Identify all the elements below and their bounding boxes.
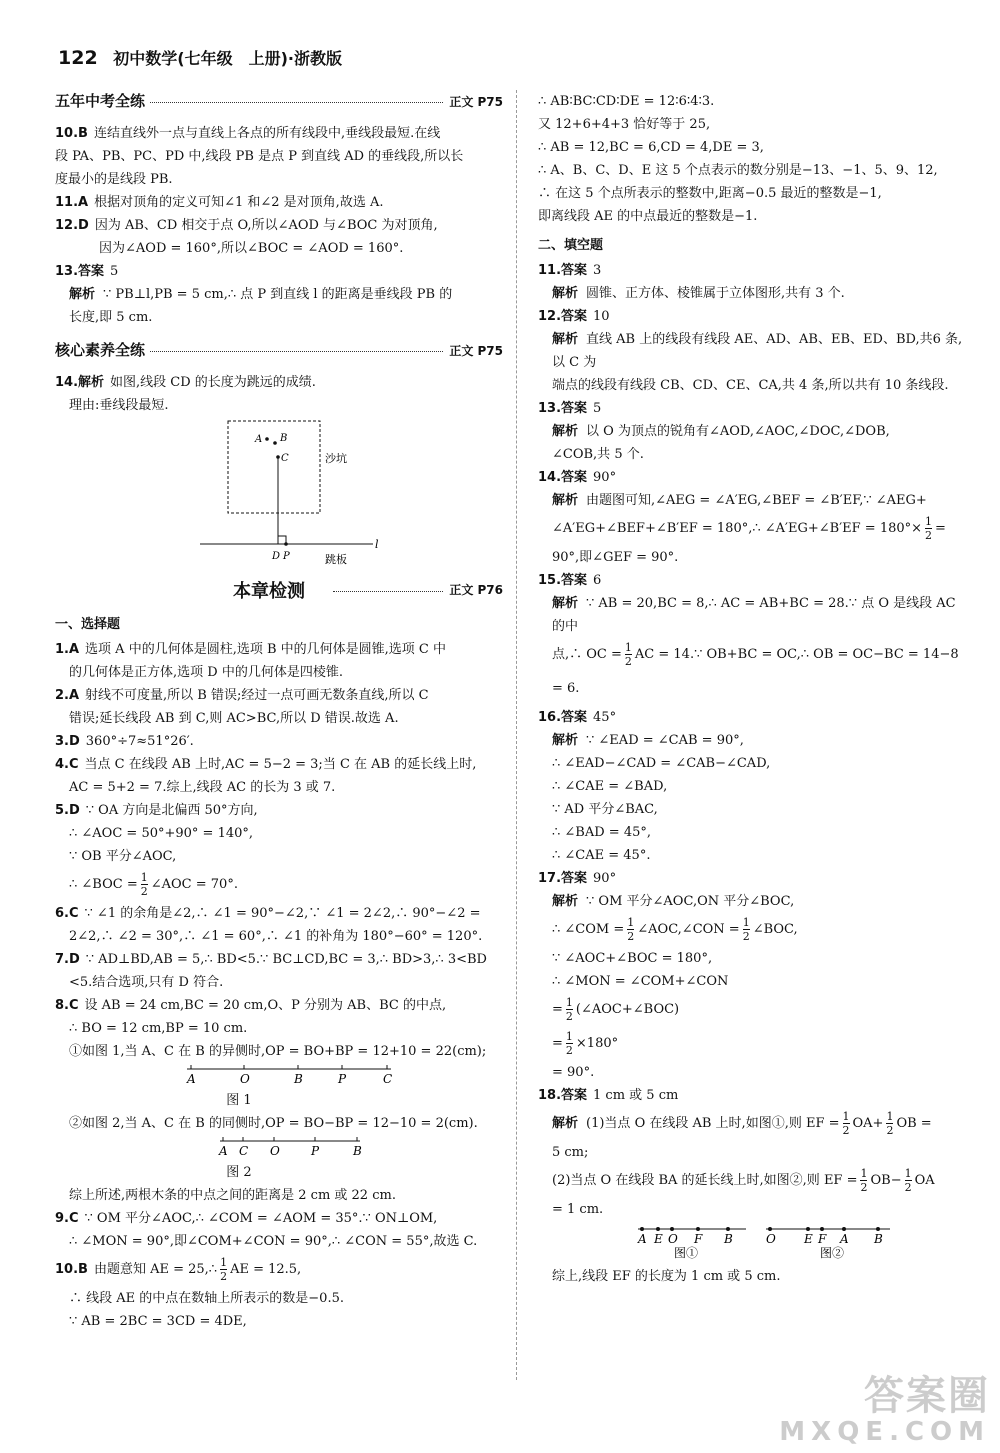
label-b: B	[874, 1232, 883, 1246]
left-column	[55, 90, 503, 1333]
point-o	[768, 1227, 772, 1231]
label-a: A	[638, 1232, 647, 1246]
right-column	[538, 90, 970, 1288]
label-o: O	[766, 1232, 776, 1246]
answer-c8: 8.C 设 AB = 24 cm,BC = 20 cm,O、P 分别为 AB、BC 的中点, ∴ BO = 12 cm,BP = 10 cm. ①如图 1,当 A、C 在 B 的异侧时,OP = BO+BP = 12+10 = 22(cm); A O B P C 图 1 ②如图 2,当 A、C 在 B 的同侧时,OP = BO−BP = 12−10 = 2(cm). A C O P B 图 2 综上所述,两根木条的中点之间的距离是 2 cm 或 22 cm.	[55, 994, 503, 1207]
label-b: B	[280, 433, 288, 444]
label-b: B	[724, 1232, 733, 1246]
label-e: E	[804, 1232, 813, 1246]
figure-1-number-line	[55, 1063, 503, 1085]
label-a: A	[219, 1144, 228, 1157]
answer-c10: 10.B 由题意知 AE = 25,∴ $\frac{1}{2}$ AE = 12.5, ∴ 线段 AE 的中点在数轴上所表示的数是−0.5. ∵ AB = 2BC = 3CD = 4DE,	[55, 1256, 344, 1329]
subheading-fill: 二、填空题	[538, 238, 604, 253]
point-e	[806, 1227, 810, 1231]
label-o: O	[240, 1072, 250, 1085]
point-b	[876, 1227, 880, 1231]
answer-f15: 15.答案 6 解析 ∵ AB = 20,BC = 8,∴ AC = AB+BC = 28.∵ 点 O 是线段 AC 的中 点,∴ OC = $\frac{1}{2}$ AC = 14.∵ OB+BC = OC,∴ OB = OC−BC = 14−8 = 6.	[538, 573, 959, 696]
figure-2-caption: 图 2	[226, 1165, 252, 1180]
label-b: B	[353, 1144, 362, 1157]
point-a	[640, 1227, 644, 1231]
label-c: C	[383, 1072, 393, 1085]
answer-c7: 7.D ∵ AD⊥BD,AB = 5,∴ BD<5.∵ BC⊥CD,BC = 3,∴ BD>3,∴ 3<BD <5.结合选项,只有 D 符合.	[55, 952, 487, 990]
long-jump-figure	[55, 417, 503, 567]
column-divider	[516, 90, 517, 1380]
answer-q13: 13.答案 5 解析 ∵ PB⊥l,PB = 5 cm,∴ 点 P 到直线 l 的距离是垂线段 PB 的 长度,即 5 cm.	[55, 264, 453, 325]
point-b	[726, 1227, 730, 1231]
answer-f17: 17.答案 90° 解析 ∵ OM 平分∠AOC,ON 平分∠BOC, ∴ ∠COM = $\frac{1}{2}$ ∠AOC,∠CON = $\frac{1}{2}$ ∠BOC, ∵ ∠AOC+∠BOC = 180°, ∴ ∠MON = ∠COM+∠CON = $\frac{1}{2}$ (∠AOC+∠BOC) = $\frac{1}{2}$ ×180° = 90°.	[538, 871, 798, 1080]
section-header: 五年中考全练 正文 P75	[55, 92, 503, 110]
label-c: C	[281, 453, 289, 464]
label-p: P	[283, 551, 290, 562]
label-l: l	[375, 538, 379, 551]
answer-c4: 4.C 当点 C 在线段 AB 上时,AC = 5−2 = 3;当 C 在 AB 的延长线上时, AC = 5+2 = 7.综上,线段 AC 的长为 3 或 7.	[55, 757, 477, 795]
figure-caption: 图②	[820, 1246, 845, 1260]
point-e	[656, 1227, 660, 1231]
label-o: O	[270, 1144, 280, 1157]
answer-f14: 14.答案 90° 解析 由题图可知,∠AEG = ∠A′EG,∠BEF = ∠B′EF,∵ ∠AEG+ ∠A′EG+∠BEF+∠B′EF = 180°,∴ ∠A′EG+∠B′EF = 180°× $\frac{1}{2}$ = 90°,即∠GEF = 90°.	[538, 470, 946, 565]
watermark: 答案圈 MXQE.COM	[779, 1373, 990, 1447]
label-p: P	[311, 1144, 320, 1157]
answer-q14: 14.解析 如图,线段 CD 的长度为跳远的成绩. 理由:垂线段最短.	[55, 375, 316, 413]
point-o	[670, 1227, 674, 1231]
answer-f18: 18.答案 1 cm 或 5 cm 解析 (1)当点 O 在线段 AB 上时,如图①,则 EF = $\frac{1}{2}$ OA+ $\frac{1}{2}$ OB = 5 cm; (2)当点 O 在线段 BA 的延长线上时,如图②,则 EF = $\frac{1}{2}$ OB− $\frac{1}{2}$ OA = 1 cm. A E O F B 图① O E F A B 图② 综上,线段 EF 的长度为 1 cm 或 5 cm.	[538, 1084, 970, 1288]
point-f	[820, 1227, 824, 1231]
answer-q12: 12.D 因为 AB、CD 相交于点 O,所以∠AOD 与∠BOC 为对顶角, 因为∠AOD = 160°,所以∠BOC = ∠AOD = 160°.	[55, 218, 438, 256]
label-d: D	[272, 551, 281, 562]
label-p: P	[338, 1072, 347, 1085]
label-sand-pit: 沙坑	[325, 452, 347, 465]
label-c: C	[239, 1144, 249, 1157]
answer-f16: 16.答案 45° 解析 ∵ ∠EAD = ∠CAB = 90°, ∴ ∠EAD−∠CAD = ∠CAB−∠CAD, ∴ ∠CAE = ∠BAD, ∵ AD 平分∠BAC, ∴ ∠BAD = 45°, ∴ ∠CAE = 45°.	[538, 710, 771, 863]
figure-2-number-line	[55, 1135, 503, 1157]
answer-c1: 1.A 选项 A 中的几何体是圆柱,选项 B 中的几何体是圆锥,选项 C 中 的几何体是正方体,选项 D 中的几何体是四棱锥.	[55, 642, 446, 680]
answer-f11: 11.答案 3 解析 圆锥、正方体、棱锥属于立体图形,共有 3 个.	[538, 263, 845, 301]
answer-f12: 12.答案 10 解析 直线 AB 上的线段有线段 AE、AD、AB、EB、ED、BD,共6 条,以 C 为 端点的线段有线段 CB、CD、CE、CA,共 4 条,所以共有 10 条线段.	[538, 309, 963, 393]
answer-c9: 9.C ∵ OM 平分∠AOC,∴ ∠COM = ∠AOM = 35°.∵ ON⊥OM, ∴ ∠MON = 90°,即∠COM+∠CON = 90°,∴ ∠CON = 55°,故选 C.	[55, 1211, 478, 1249]
label-a: A	[255, 434, 263, 445]
answer-c3: 3.D 360°÷7≈51°26′.	[55, 734, 194, 749]
label-a: A	[840, 1232, 849, 1246]
point-f	[696, 1227, 700, 1231]
label-a: A	[187, 1072, 196, 1085]
label-e: E	[654, 1232, 663, 1246]
answer-f13: 13.答案 5 解析 以 O 为顶点的锐角有∠AOD,∠AOC,∠DOC,∠DOB, ∠COB,共 5 个.	[538, 401, 890, 462]
page-number: 122	[58, 47, 98, 69]
figures-18	[538, 1221, 970, 1261]
long-jump-diagram	[55, 417, 503, 567]
label-f: F	[818, 1232, 827, 1246]
label-board: 跳板	[325, 553, 347, 566]
subheading-choice: 一、选择题	[55, 617, 121, 632]
book-title: 初中数学(七年级 上册)·浙教版	[113, 49, 342, 68]
figure-1-caption: 图 1	[226, 1093, 252, 1108]
page-header	[58, 46, 342, 69]
chapter-header: 本章检测 正文 P76	[233, 581, 503, 602]
section-header: 核心素养全练 正文 P75	[55, 341, 503, 359]
point-a	[842, 1227, 846, 1231]
answer-c6: 6.C ∵ ∠1 的余角是∠2,∴ ∠1 = 90°−∠2,∵ ∠1 = 2∠2,∴ 90°−∠2 = 2∠2,∴ ∠2 = 30°,∴ ∠1 = 60°,∴ ∠1 的补角为 180°−60° = 120°.	[55, 906, 483, 944]
answer-q10: 10.B 连结直线外一点与直线上各点的所有线段中,垂线段最短.在线 段 PA、PB、PC、PD 中,线段 PB 是点 P 到直线 AD 的垂线段,所以长 度最小的是线段 PB.	[55, 126, 464, 187]
answer-c5: 5.D ∵ OA 方向是北偏西 50°方向, ∴ ∠AOC = 50°+90° = 140°, ∵ OB 平分∠AOC, ∴ ∠BOC = $\frac{1}{2}$ ∠AOC = 70°.	[55, 803, 258, 898]
answer-q11: 11.A 根据对顶角的定义可知∠1 和∠2 是对顶角,故选 A.	[55, 195, 384, 210]
answer-c10-continued: ∴ AB∶BC∶CD∶DE = 12∶6∶4∶3. 又 12+6+4+3 恰好等于 25, ∴ AB = 12,BC = 6,CD = 4,DE = 3, ∴ A、B、C、D、E 这 5 个点表示的数分别是−13、−1、5、9、12, ∴ 在这 5 个点所表示的整数中,距离−0.5 最近的整数是−1, 即离线段 AE 的中点最近的整数是−1.	[538, 94, 938, 224]
label-b: B	[294, 1072, 303, 1085]
figure-caption: 图①	[674, 1246, 699, 1260]
answer-c2: 2.A 射线不可度量,所以 B 错误;经过一点可画无数条直线,所以 C 错误;延长线段 AB 到 C,则 AC>BC,所以 D 错误.故选 A.	[55, 688, 429, 726]
label-o: O	[668, 1232, 678, 1246]
label-f: F	[694, 1232, 703, 1246]
